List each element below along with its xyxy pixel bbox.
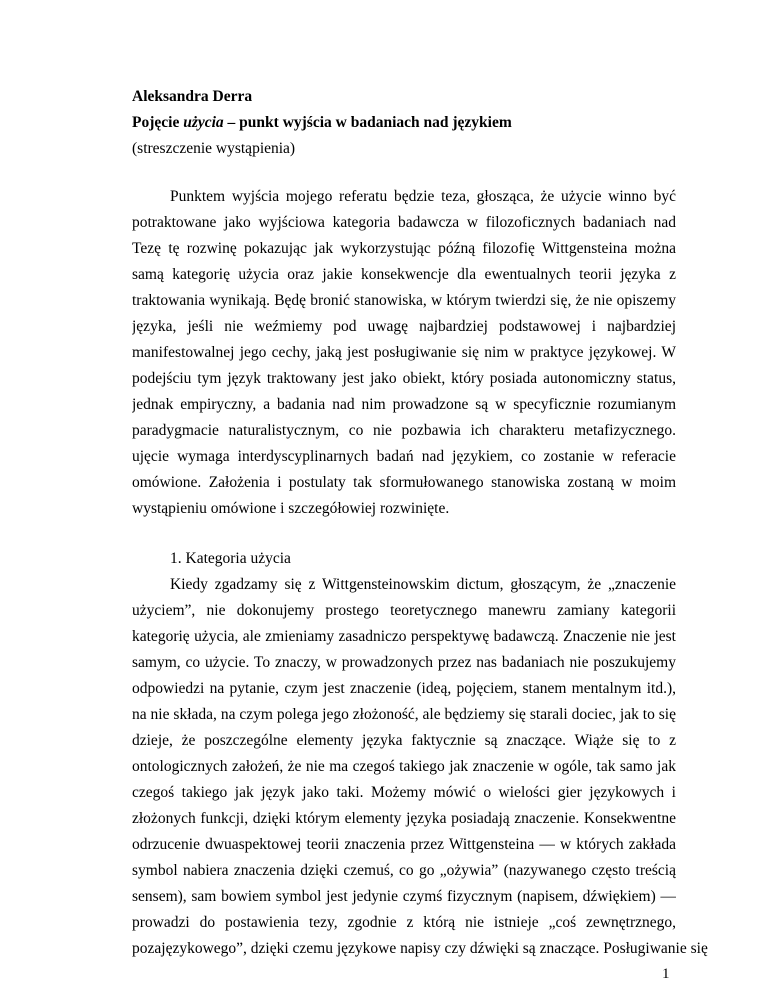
paragraph1-line: manifestowalnej jego cechy, jaką jest posługiwanie się nim w praktyce językowej. W (132, 344, 676, 361)
paragraph-2 (132, 572, 708, 962)
paragraph2-line: prowadzi do postawienia tezy, zgodnie z którą nie istnieje „coś zewnętrznego, (132, 914, 676, 931)
spacer (132, 162, 676, 184)
paragraph2-line: użyciem”, nie dokonujemy prostego teoretycznego manewru zamiany kategorii (132, 602, 676, 619)
paragraph2-line: na nie składa, na czym polega jego złożoność, ale będziemy się starali dociec, jak to się (132, 706, 676, 723)
title-part1: Pojęcie (132, 114, 184, 131)
page-number: 1 (662, 966, 670, 982)
paragraph2-line: czegoś takiego jak język jako taki. Możemy mówić o wielości gier językowych i (132, 784, 676, 801)
paragraph1-line: traktowania wynikają. Będę bronić stanowiska, w którym twierdzi się, że nie opiszemy (132, 292, 676, 309)
document-title (132, 110, 676, 136)
paragraph2-line: kategorię użycia, ale zmieniamy zasadniczo perspektywę badawczą. Znaczenie nie jest (132, 628, 676, 645)
paragraph1-line: Tezę tę rozwinę pokazując jak wykorzystując późną filozofię Wittgensteina można (132, 240, 676, 257)
paragraph2-line: złożonych funkcji, dzięki którym elementy języka posiadają znaczenie. Konsekwentne (132, 810, 676, 827)
paragraph1-line: jednak empiryczny, a badania nad nim prowadzone są w specyficznie rozumianym (132, 396, 676, 413)
paragraph1-line: wystąpieniu omówione i szczegółowiej rozwinięte. (132, 500, 450, 517)
paragraph2-line: samym, co użycie. To znaczy, w prowadzonych przez nas badaniach nie poszukujemy (132, 654, 676, 671)
document-subtitle: (streszczenie wystąpienia) (132, 140, 296, 157)
spacer (132, 522, 676, 546)
author-name: Aleksandra Derra (132, 88, 253, 105)
paragraph2-line: ontologicznych założeń, że nie ma czegoś takiego jak znaczenie w ogóle, tak samo jak (132, 758, 676, 775)
paragraph1-line: Punktem wyjścia mojego referatu będzie teza, głosząca, że użycie winno być (170, 188, 676, 205)
paragraph2-line: symbol nabiera znaczenia dzięki czemuś, co go „ożywia” (nazywanego często treścią (132, 862, 676, 879)
paragraph1-line: potraktowane jako wyjściowa kategoria badawcza w filozoficznych badaniach nad (132, 214, 676, 231)
paragraph1-line: podejściu tym język traktowany jest jako obiekt, który posiada autonomiczny status, (132, 370, 676, 387)
paragraph1-line: języka, jeśli nie weźmiemy pod uwagę najbardziej podstawowej i najbardziej (132, 318, 676, 335)
title-part2: – punkt wyjścia w badaniach nad językiem (223, 114, 512, 131)
paragraph1-line: samą kategorię użycia oraz jakie konsekwencje dla ewentualnych teorii języka z (132, 266, 676, 283)
section-heading: 1. Kategoria użycia (170, 550, 291, 567)
paragraph2-line: odpowiedzi na pytanie, czym jest znaczenie (ideą, pojęciem, stanem mentalnym itd.), (132, 680, 676, 697)
paragraph1-line: omówione. Założenia i postulaty tak sformułowanego stanowiska zostaną w moim (132, 474, 676, 491)
paragraph2-line: odrzucenie dwuaspektowej teorii znaczenia przez Wittgensteina — w których zakłada (132, 836, 676, 853)
paragraph2-line: dzieje, że poszczególne elementy języka faktycznie są znaczące. Wiąże się to z (132, 732, 676, 749)
title-italic: użycia (183, 114, 224, 131)
paragraph2-line: Kiedy zgadzamy się z Wittgensteinowskim dictum, głoszącym, że „znaczenie (170, 576, 676, 593)
paragraph1-line: paradygmacie naturalistycznym, co nie pozbawia ich charakteru metafizycznego. (132, 422, 676, 439)
paragraph-1 (132, 184, 676, 522)
page-content (132, 84, 708, 962)
paragraph2-line: pozajęzykowego”, dzięki czemu językowe napisy czy dźwięki są znaczące. Posługiwanie się (132, 940, 708, 957)
paragraph2-line: sensem), sam bowiem symbol jest jedynie czymś fizycznym (napisem, dźwiękiem) — (132, 888, 676, 905)
paragraph1-line: ujęcie wymaga interdyscyplinarnych badań nad językiem, co zostanie w referacie (132, 448, 676, 465)
